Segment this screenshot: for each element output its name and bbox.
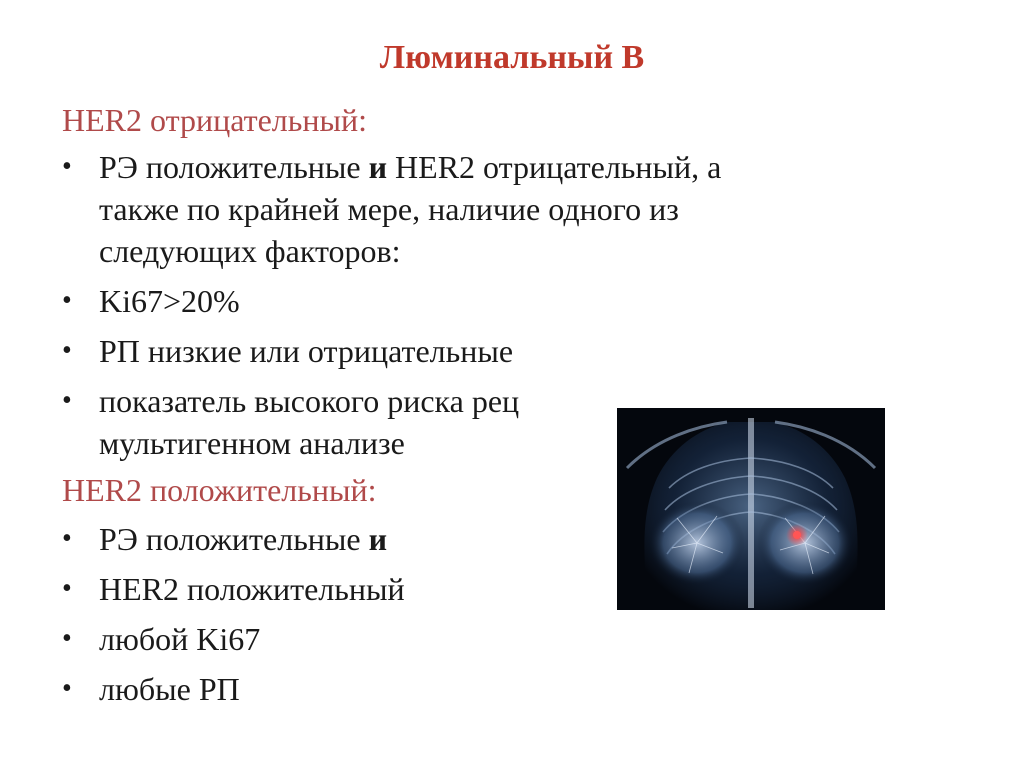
bullet-text: показатель высокого риска рец	[99, 383, 520, 419]
bullet-text: любые РП	[99, 671, 240, 707]
bullet-item	[62, 618, 962, 660]
bullet-text: Ki67>20%	[99, 283, 240, 319]
bullet-text: HER2 отрицательный, а	[387, 149, 722, 185]
bullet-text-cont: мультигенном анализе	[99, 425, 405, 461]
section-heading-her2-negative: HER2 отрицательный:	[62, 102, 367, 138]
bullet-text: РЭ положительные	[99, 149, 369, 185]
slide-content	[62, 100, 962, 710]
bullet-item	[62, 668, 962, 710]
bullet-item	[62, 280, 962, 322]
chest-xray-illustration	[617, 408, 885, 610]
bullet-text: РЭ положительные	[99, 521, 369, 557]
bullet-text-bold: и	[368, 521, 388, 557]
bullet-text-cont: следующих факторов:	[99, 233, 401, 269]
bullet-text-cont: также по крайней мере, наличие одного из	[99, 191, 679, 227]
slide-title: Люминальный B	[379, 39, 645, 76]
chest-xray-image	[617, 408, 885, 610]
bullet-text: любой Ki67	[99, 621, 261, 657]
bullet-item	[62, 330, 962, 372]
bullet-item	[62, 146, 962, 272]
bullet-text: HER2 положительный	[99, 571, 405, 607]
bullet-text: РП низкие или отрицательные	[99, 333, 514, 369]
bullet-text-bold: и	[368, 149, 388, 185]
section-heading-her2-positive: HER2 положительный:	[62, 472, 377, 508]
